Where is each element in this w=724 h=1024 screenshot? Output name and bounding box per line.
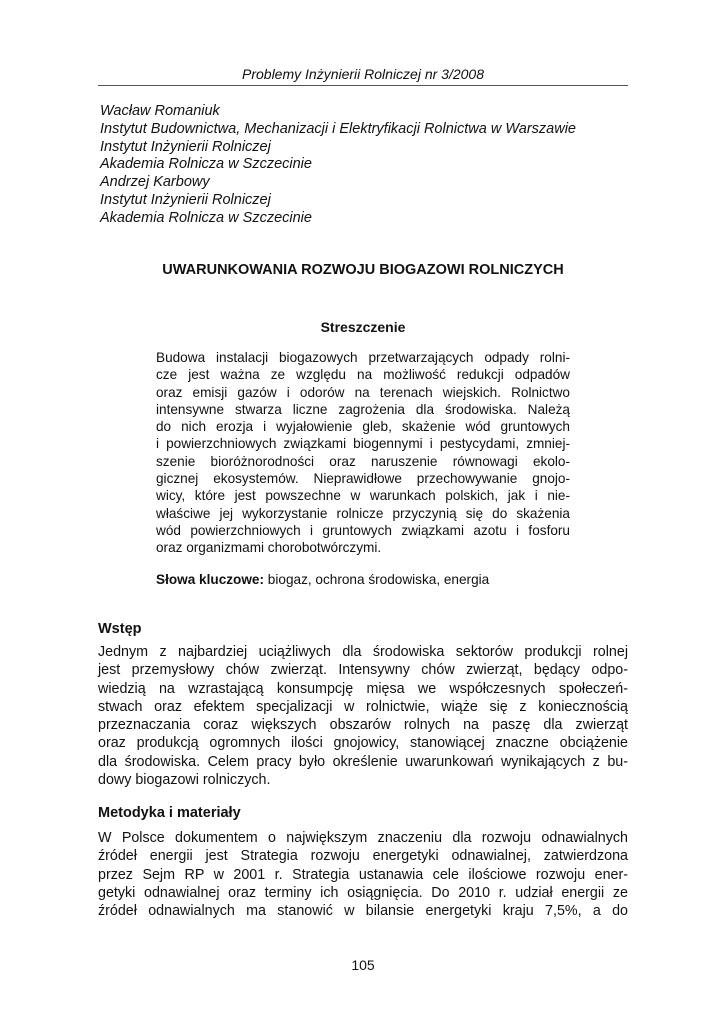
author-affiliation: Instytut Budownictwa, Mechanizacji i Elektryfikacji Rolnictwa w Warszawie <box>100 120 576 137</box>
body-line: stwach oraz efektem specjalizacji w rolnictwie, wiąże się z koniecznością <box>98 698 628 715</box>
abstract-heading: Streszczenie <box>320 319 406 335</box>
body-line: źródeł odnawialnych ma stanowić w bilansie energetyki kraju 7,5%, a do <box>98 903 628 920</box>
body-line: W Polsce dokumentem o największym znaczeniu dla rozwoju odnawialnych <box>98 830 628 846</box>
abstract-line: wód powierzchniowych i gruntowych związkami azotu i fosforu <box>156 522 570 538</box>
abstract-line: gicznej ekosystemów. Nieprawidłowe przechowywanie gnojo- <box>156 471 570 487</box>
abstract-line: intensywne stwarza liczne zagrożenia dla środowiska. Należą <box>156 401 570 417</box>
keywords-line <box>156 572 596 587</box>
keywords-list: biogaz, ochrona środowiska, energia <box>264 572 490 587</box>
journal-title: Problemy Inżynierii Rolniczej nr 3/2008 <box>242 66 484 82</box>
abstract-line: oraz organizmami chorobotwórczymi. <box>156 540 382 556</box>
author-affiliation: Akademia Rolnicza w Szczecinie <box>100 156 312 173</box>
body-line: oraz produkcją ogromnych ilości gnojowicy, stanowiącej znaczne obciążenie <box>98 735 628 752</box>
body-line: źródeł energii jest Strategia rozwoju energetyki odnawialnej, zatwierdzona <box>98 848 628 865</box>
body-line: jest przemysłowy chów zwierząt. Intensywny chów zwierząt, będący odpo- <box>98 662 628 679</box>
paper-title: UWARUNKOWANIA ROZWOJU BIOGAZOWI ROLNICZYCH <box>162 262 564 278</box>
body-line: wiedzią na wzrastającą konsumpcję mięsa we współczesnych społeczeń- <box>98 680 628 697</box>
section-heading-introduction: Wstęp <box>98 621 142 637</box>
keywords-label: Słowa kluczowe: <box>156 572 265 587</box>
body-line: przez Sejm RP w 2001 r. Strategia ustanawia cele ilościowe rozwoju ener- <box>98 866 628 883</box>
body-line: Jednym z najbardziej uciążliwych dla środowiska sektorów produkcji rolnej <box>98 644 628 660</box>
body-line: przeznaczania coraz większych obszarów rolnych na paszę dla zwierząt <box>98 717 628 734</box>
authors-block <box>100 103 640 228</box>
abstract-line: cze jest ważna ze względu na możliwość redukcji odpadów <box>156 367 570 383</box>
abstract-line: Budowa instalacji biogazowych przetwarzających odpady rolni- <box>156 350 570 365</box>
abstract-line: oraz emisji gazów i odorów na terenach wiejskich. Rolnictwo <box>156 384 570 400</box>
abstract-line: i powierzchniowych związkami biogennymi i pestycydami, zmniej- <box>156 436 570 452</box>
body-line: dowy biogazowi rolniczych. <box>98 772 271 789</box>
abstract-line: do nich erozja i wyjałowienie gleb, skażenie wód gruntowych <box>156 419 570 435</box>
page-number: 105 <box>351 957 375 973</box>
abstract-line: wicy, które jest powszechne w warunkach polskich, jak i nie- <box>156 488 570 504</box>
abstract-line: szenie bioróżnorodności oraz naruszenie równowagi ekolo- <box>156 453 570 469</box>
author-name: Andrzej Karbowy <box>100 174 210 191</box>
body-line: dla środowiska. Celem pracy było określenie uwarunkowań wynikających z bu- <box>98 753 628 770</box>
body-line: getyki odnawialnej oraz terminy ich osiągnięcia. Do 2010 r. udział energii ze <box>98 884 628 901</box>
section-body-introduction <box>98 643 628 789</box>
author-affiliation: Akademia Rolnicza w Szczecinie <box>100 209 312 226</box>
section-body-methods <box>98 829 628 920</box>
journal-header <box>98 66 628 86</box>
section-heading-methods: Metodyka i materiały <box>98 805 241 821</box>
abstract-body <box>156 349 570 557</box>
author-name: Wacław Romaniuk <box>100 103 220 119</box>
author-affiliation: Instytut Inżynierii Rolniczej <box>100 191 271 208</box>
abstract-line: właściwe jej wykorzystanie rolnicze przyczynią się do skażenia <box>156 505 570 521</box>
author-affiliation: Instytut Inżynierii Rolniczej <box>100 138 271 155</box>
